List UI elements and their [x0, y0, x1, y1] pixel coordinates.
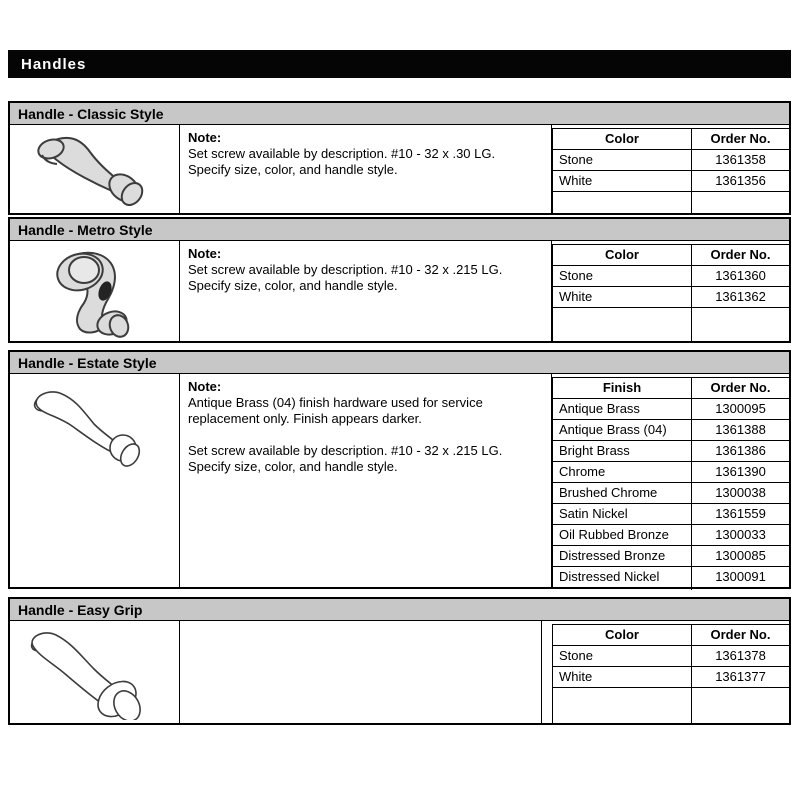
table-row [553, 171, 789, 192]
handle-image-cell [10, 374, 180, 587]
table-row [553, 525, 789, 546]
order-number-cell: 1300095 [715, 401, 766, 416]
section-body [10, 125, 789, 213]
order-number-cell: 1300033 [715, 527, 766, 542]
section-title-bar [10, 219, 789, 241]
note-paragraph [188, 146, 541, 178]
order-number-cell: 1300091 [715, 569, 766, 584]
page-title-bar [8, 50, 791, 78]
note-line: Specify size, color, and handle style. [188, 278, 398, 293]
table-empty-space [553, 588, 789, 590]
note-paragraph [188, 443, 541, 475]
note-cell [180, 374, 552, 587]
note-line: Set screw available by description. #10 - 32 x .215 LG. [188, 262, 503, 277]
note-line: Set screw available by description. #10 - 32 x .30 LG. [188, 146, 496, 161]
finish-color-cell: Satin Nickel [553, 504, 692, 524]
section-body [10, 374, 789, 587]
column-header-order-no: Order No. [710, 131, 771, 146]
product-section [8, 350, 791, 589]
empty-cell [692, 192, 789, 213]
table-row [553, 287, 789, 308]
empty-cell [553, 192, 692, 213]
finish-color-cell: Chrome [553, 462, 692, 482]
column-header-order-no: Order No. [710, 247, 771, 262]
note-line: replacement only. Finish appears darker. [188, 411, 422, 426]
finish-color-cell: Bright Brass [553, 441, 692, 461]
table-empty-space [553, 688, 789, 723]
note-line: Specify size, color, and handle style. [188, 162, 398, 177]
handle-image-cell [10, 241, 180, 341]
table-header-row [553, 624, 789, 646]
section-title-bar [10, 599, 789, 621]
order-number-cell: 1361356 [715, 173, 766, 188]
order-number-cell: 1361358 [715, 152, 766, 167]
note-line: Antique Brass (04) finish hardware used for service [188, 395, 483, 410]
handle-easy-grip-illustration [20, 625, 170, 720]
table-empty-space [553, 192, 789, 213]
section-title: Handle - Easy Grip [18, 602, 143, 618]
table-row [553, 399, 789, 420]
note-cell [180, 241, 552, 341]
note-line: Specify size, color, and handle style. [188, 459, 398, 474]
section-title-bar [10, 103, 789, 125]
empty-cell [692, 688, 789, 723]
note-cell [180, 621, 542, 723]
finish-color-cell: White [553, 171, 692, 191]
table-header-row [553, 128, 789, 150]
order-table [552, 377, 789, 587]
note-cell [180, 125, 552, 213]
table-row [553, 441, 789, 462]
note-title: Note: [188, 246, 222, 261]
order-table [552, 244, 789, 341]
table-row [553, 266, 789, 287]
table-row [553, 483, 789, 504]
table-header-row [553, 244, 789, 266]
handle-classic-style-illustration [20, 128, 170, 210]
note-title: Note: [188, 130, 222, 145]
order-number-cell: 1361388 [715, 422, 766, 437]
table-row [553, 646, 789, 667]
order-number-cell: 1300038 [715, 485, 766, 500]
column-header-order-no: Order No. [710, 627, 771, 642]
empty-cell [553, 588, 692, 590]
section-title: Handle - Classic Style [18, 106, 164, 122]
order-number-cell: 1361360 [715, 268, 766, 283]
order-number-cell: 1300085 [715, 548, 766, 563]
table-row [553, 567, 789, 588]
product-section [8, 101, 791, 215]
column-header-finish-color: Color [553, 129, 692, 149]
order-table [552, 624, 789, 723]
finish-color-cell: Antique Brass [553, 399, 692, 419]
section-body [10, 621, 789, 723]
order-number-cell: 1361378 [715, 648, 766, 663]
order-number-cell: 1361390 [715, 464, 766, 479]
order-table [552, 128, 789, 213]
handle-image-cell [10, 125, 180, 213]
note-line: Set screw available by description. #10 - 32 x .215 LG. [188, 443, 503, 458]
finish-color-cell: Antique Brass (04) [553, 420, 692, 440]
section-title-bar [10, 352, 789, 374]
finish-color-cell: Distressed Nickel [553, 567, 692, 587]
product-section [8, 597, 791, 725]
note-paragraph [188, 262, 541, 294]
handle-estate-style-illustration [20, 382, 170, 474]
finish-color-cell: Brushed Chrome [553, 483, 692, 503]
table-row [553, 546, 789, 567]
finish-color-cell: Stone [553, 150, 692, 170]
note-paragraph [188, 395, 541, 427]
column-header-finish-color: Finish [553, 378, 692, 398]
finish-color-cell: White [553, 667, 692, 687]
finish-color-cell: Stone [553, 266, 692, 286]
empty-cell [553, 308, 692, 341]
column-header-finish-color: Color [553, 625, 692, 645]
section-body [10, 241, 789, 341]
table-empty-space [553, 308, 789, 341]
empty-cell [692, 588, 789, 590]
handle-image-cell [10, 621, 180, 723]
empty-cell [692, 308, 789, 341]
finish-color-cell: Stone [553, 646, 692, 666]
column-header-order-no: Order No. [710, 380, 771, 395]
finish-color-cell: Oil Rubbed Bronze [553, 525, 692, 545]
product-section [8, 217, 791, 343]
section-title: Handle - Estate Style [18, 355, 157, 371]
table-header-row [553, 377, 789, 399]
table-row [553, 420, 789, 441]
table-row [553, 462, 789, 483]
empty-cell [553, 688, 692, 723]
table-row [553, 504, 789, 525]
finish-color-cell: Distressed Bronze [553, 546, 692, 566]
section-title: Handle - Metro Style [18, 222, 153, 238]
order-number-cell: 1361377 [715, 669, 766, 684]
table-row [553, 667, 789, 688]
finish-color-cell: White [553, 287, 692, 307]
handle-metro-style-illustration [30, 241, 160, 341]
note-title: Note: [188, 379, 222, 394]
page-title: Handles [21, 55, 87, 73]
table-row [553, 150, 789, 171]
order-number-cell: 1361362 [715, 289, 766, 304]
order-number-cell: 1361386 [715, 443, 766, 458]
order-number-cell: 1361559 [715, 506, 766, 521]
column-header-finish-color: Color [553, 245, 692, 265]
